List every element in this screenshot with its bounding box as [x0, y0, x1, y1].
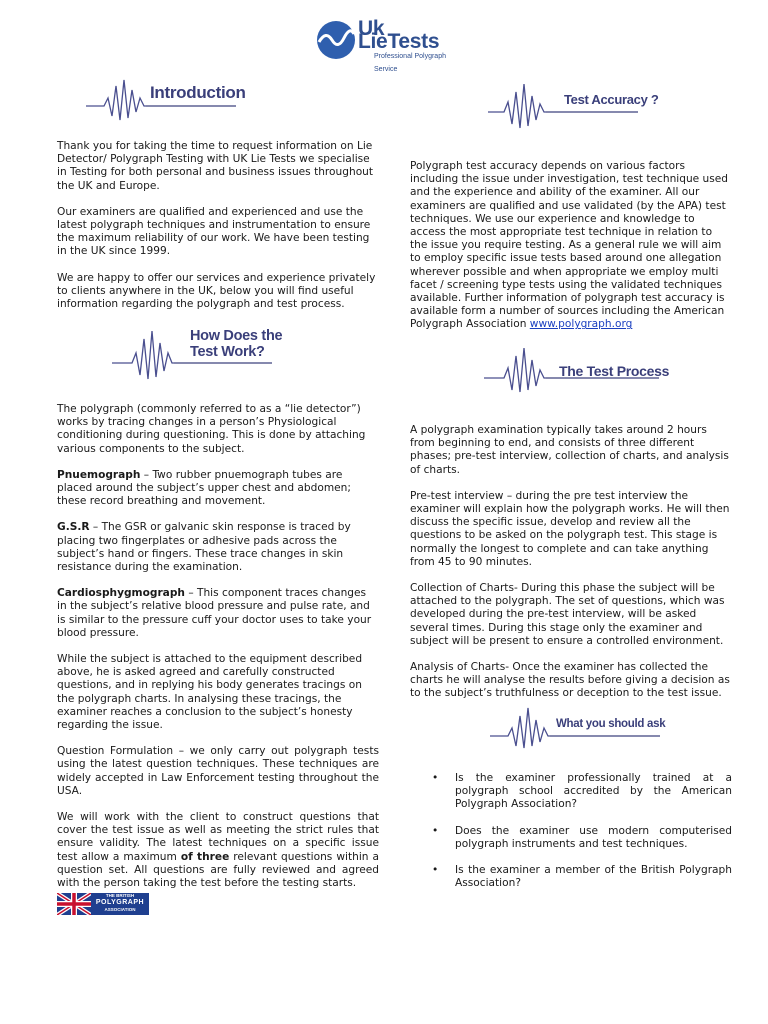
component-text: – This component traces changes in the subject’s relative blood pressure and pulse rate, and is similar to the pressure cuff your doctor uses to take your blood pressure. [57, 587, 372, 639]
list-item [410, 772, 732, 812]
logo-globe-icon [316, 20, 356, 60]
introduction-heading: Introduction [150, 83, 246, 102]
list-item [410, 825, 732, 851]
client-paragraph [57, 811, 379, 890]
bullet: • [432, 824, 439, 837]
component-text: – Two rubber pnuemograph tubes are placed around the subject’s upper chest and abdomen; these record breathing and movement. [57, 468, 351, 508]
introduction-paragraph: Thank you for taking the time to request information on Lie Detector/ Polygraph Testing with UK Lie Tests we specialise in Testing for both personal and business issues throughout the UK and Europe. [57, 140, 374, 192]
question-list [410, 772, 732, 890]
component-pnuemograph [57, 469, 379, 509]
component-gsr [57, 521, 379, 574]
union-flag-icon [57, 893, 91, 915]
list-item [410, 864, 732, 890]
ask-heading: What you should ask [556, 718, 666, 730]
accuracy-header [488, 80, 659, 136]
client-text: relevant questions within a question set. All questions are fully reviewed and agreed with the person taking the test before the testing starts. [57, 850, 379, 890]
component-text: – The GSR or galvanic skin response is traced by placing two fingerplates or adhesive pads across the subject’s hand or fingers. These trace changes in skin resistance during the examination. [57, 521, 351, 574]
process-paragraph: Pre-test interview – during the pre test interview the examiner will explain how the polygraph works. He will then discuss the specific issue, develop and review all the questions to be asked on the polygraph test. This stage is normally the longest to complete and can take anything from 45 to 90 minutes. [410, 489, 730, 568]
process-paragraph: Analysis of Charts- Once the examiner has collected the charts he will analyse the results before giving a decision as to the subject’s truthfulness or deception to the test issue. [410, 661, 730, 700]
process-paragraph: Collection of Charts- During this phase the subject will be attached to the polygraph. The set of questions, which was developed during the pre-test interview, will be asked several times. During this stage only the examiner and subject will be present to ensure a controlled environment. [410, 582, 725, 647]
logo-tagline: Professional Polygraph Service [374, 53, 446, 74]
badge-line: POLYGRAPH [95, 899, 145, 906]
process-header [484, 344, 670, 400]
component-cardiosphygmograph [57, 587, 379, 640]
british-polygraph-association-badge [57, 893, 149, 915]
component-term: Cardiosphygmograph [57, 587, 185, 600]
how-section [57, 403, 379, 903]
how-intro: The polygraph (commonly referred to as a “lie detector”) works by tracing changes in a person’s Physiological conditioning during questioning. This is done by attaching various components to the subject. [57, 403, 366, 455]
introduction-section [57, 140, 379, 324]
process-section [410, 424, 732, 714]
component-term: Pnuemograph [57, 468, 141, 481]
badge-line: THE BRITISH [105, 893, 135, 898]
accuracy-text: Polygraph test accuracy depends on various factors including the issue under investigation, test technique used and the experience and ability of the examiner. All our examiners are qualified and use validated (by the APA) test techniques. We use our experience and knowledge to access the most appropriate test technique in relation to the issue you require testing. As a general rule we will aim to employ specific issue tests based around one allegation wherever possible and when appropriate we employ multi facet / screening type tests using the validated techniques available. Further information of polygraph test accuracy is available form a number of sources including the American Polygraph Association [410, 160, 729, 331]
process-paragraph: A polygraph examination typically takes around 2 hours from beginning to end, and consists of three different phases; pre-test interview, collection of charts, and analysis of charts. [410, 424, 729, 476]
introduction-paragraph: Our examiners are qualified and experienced and use the latest polygraph techniques and instrumentation to ensure the maximum reliability of our work. We have been testing in the UK since 1999. [57, 205, 371, 258]
client-bold: of three [180, 850, 230, 863]
accuracy-section [410, 160, 732, 345]
accuracy-paragraph [410, 160, 732, 332]
how-heading-line1: How Does the [190, 328, 283, 344]
question-text: Is the examiner a member of the British Polygraph Association? [455, 864, 732, 890]
component-term: G.S.R [57, 521, 90, 534]
ask-section [410, 772, 732, 903]
client-text: We will work with the client to construct questions that cover the test issue as well as meeting the strict rules that ensure validity. The latest techniques on a specific issue test allow a maximum [57, 811, 379, 863]
bullet: • [432, 772, 439, 784]
uk-lie-tests-logo [316, 17, 462, 74]
question-text: Does the examiner use modern computerised polygraph instruments and test techniques. [455, 824, 732, 850]
introduction-paragraph: We are happy to offer our services and experience privately to clients anywhere in the UK, below you will find useful information regarding the polygraph and test process. [57, 271, 376, 311]
badge-line: ASSOCIATION [104, 907, 136, 912]
formulation-paragraph: Question Formulation – we only carry out polygraph tests using the latest question techniques. These techniques are widely accepted in Law Enforcement testing throughout the USA. [57, 745, 379, 797]
process-heading: The Test Process [559, 363, 670, 379]
badge-text-block [91, 893, 149, 915]
how-heading [190, 328, 282, 360]
question-text: Is the examiner professionally trained at a polygraph school accredited by the American Polygraph Association? [455, 772, 732, 811]
how-heading-line2: Test Work? [190, 344, 265, 360]
introduction-header [86, 76, 246, 132]
ask-header [490, 704, 666, 760]
logo-name: Uk LieTests [358, 17, 440, 54]
attached-paragraph: While the subject is attached to the equipment described above, he is asked agreed and carefully constructed questions, and in replying his body generates tracings on the polygraph charts. In analysing these tracings, the examiner reaches a conclusion to the subject’s honesty regarding the issue. [57, 653, 363, 732]
bullet: • [432, 864, 439, 877]
how-header [112, 325, 283, 381]
polygraph-org-link[interactable]: www.polygraph.org [529, 318, 633, 331]
accuracy-heading: Test Accuracy ? [564, 92, 659, 107]
